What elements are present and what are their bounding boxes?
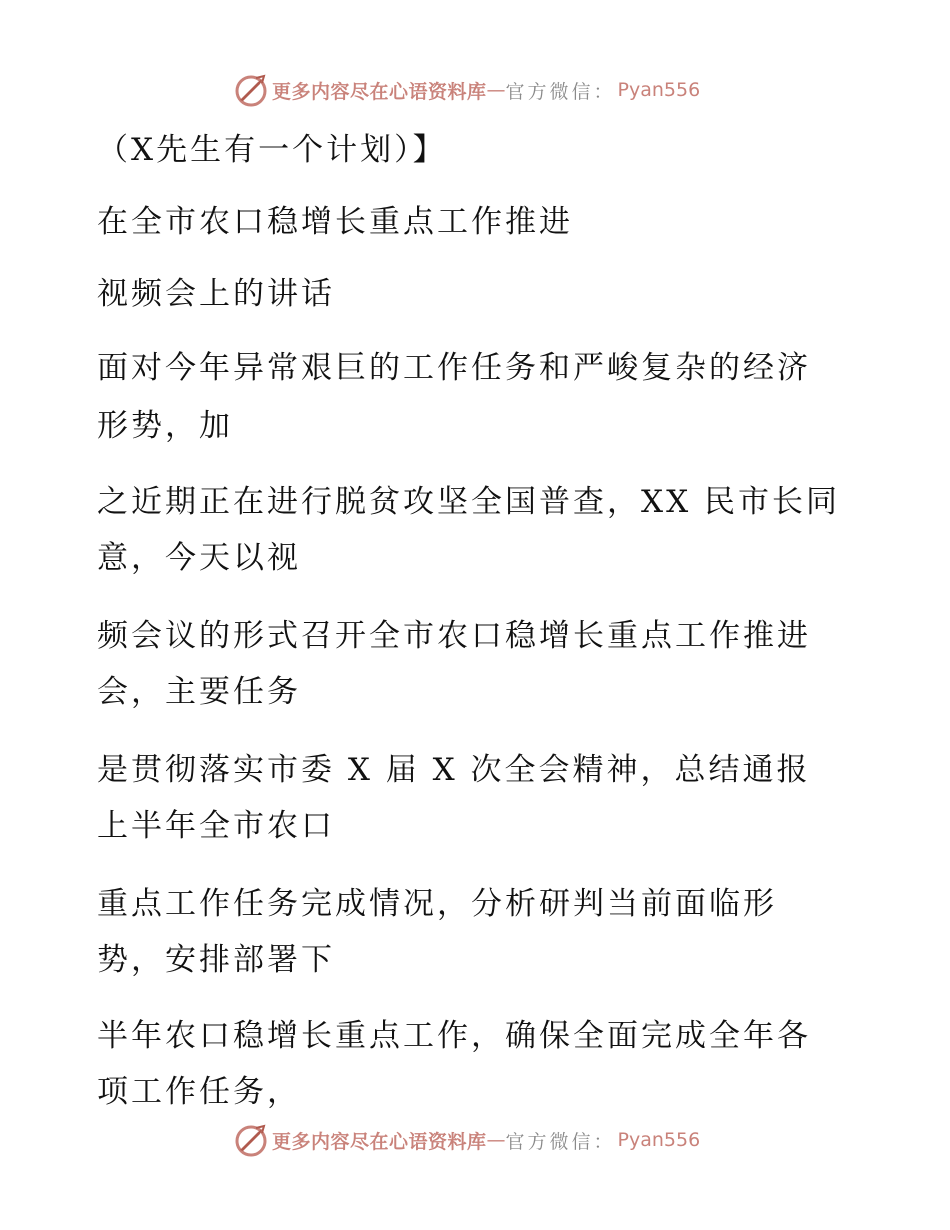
body-line: 面对今年异常艰巨的工作任务和严峻复杂的经济 [97,350,811,386]
banner-wechat-id: Pyan556 [617,79,701,101]
banner-wechat-label: 官方微信： [505,80,616,103]
body-line: 势，安排部署下 [97,942,335,978]
body-line: 形势，加 [97,408,233,444]
body-line: 项工作任务， [97,1074,301,1110]
banner-separator: — [486,79,506,101]
banner-main-text: 更多内容尽在心语资料库 [272,80,487,103]
body-line: 是贯彻落实市委 X 届 X 次全会精神，总结通报 [97,752,811,788]
body-line: 频会议的形式召开全市农口稳增长重点工作推进 [97,618,811,654]
banner-wechat-label: 官方微信： [505,1130,616,1153]
body-line: 上半年全市农口 [97,808,335,844]
body-line: 视频会上的讲话 [97,276,335,312]
body-line: 在全市农口稳增长重点工作推进 [97,204,573,240]
footer-banner [234,1120,734,1160]
quill-seal-icon [234,1123,268,1157]
body-line: 半年农口稳增长重点工作，确保全面完成全年各 [97,1018,811,1054]
body-line: 重点工作任务完成情况，分析研判当前面临形 [97,886,777,922]
banner-main-text: 更多内容尽在心语资料库 [272,1130,487,1153]
body-line: 会，主要任务 [97,674,301,710]
banner-wechat-id: Pyan556 [617,1129,701,1151]
banner-separator: — [486,1129,506,1151]
quill-seal-icon [234,73,268,107]
body-line: （X先生有一个计划）】 [97,132,447,168]
body-line: 之近期正在进行脱贫攻坚全国普查，XX 民市长同 [97,484,840,520]
body-line: 意，今天以视 [97,540,301,576]
header-banner [234,70,734,110]
